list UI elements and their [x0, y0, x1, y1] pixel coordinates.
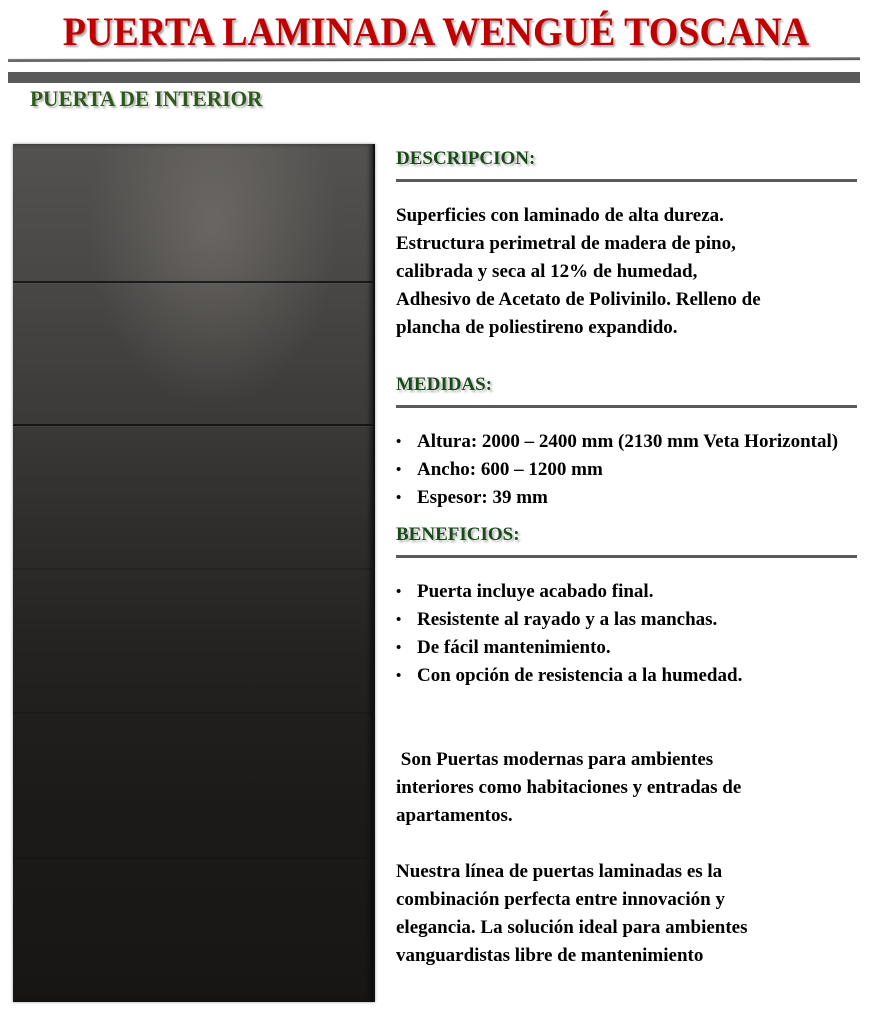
product-image-door [13, 144, 375, 1002]
bullet-icon: • [396, 490, 402, 506]
page-subtitle: PUERTA DE INTERIOR [30, 86, 263, 111]
bullet-icon: • [396, 584, 402, 600]
list-item: • Puerta incluye acabado final. [396, 578, 857, 606]
page-title: PUERTA LAMINADA WENGUÉ TOSCANA [62, 9, 810, 54]
closing-paragraph-1: Son Puertas modernas para ambientes interiores como habitaciones y entradas de apartamentos. [396, 749, 742, 826]
bullet-icon: • [396, 612, 402, 628]
header-divider-thick [8, 72, 860, 83]
section-beneficios [396, 522, 857, 690]
list-item: • Espesor: 39 mm [396, 484, 857, 512]
list-item: • Altura: 2000 – 2400 mm (2130 mm Veta Horizontal) [396, 428, 857, 456]
description-text: Superficies con laminado de alta dureza. Estructura perimetral de madera de pino, calibrada y seca al 12% de humedad, Adhesivo de Acetato de Polivinilo. Relleno de plancha de poliestireno expandido. [396, 205, 761, 338]
product-details [396, 146, 857, 970]
list-item: • De fácil mantenimiento. [396, 634, 857, 662]
closing-paragraph-2: Nuestra línea de puertas laminadas es la combinación perfecta entre innovación y elegancia. La solución ideal para ambientes vanguardistas libre de mantenimiento [396, 861, 748, 966]
medidas-list [396, 428, 857, 512]
door-groove [13, 857, 373, 859]
section-heading: BENEFICIOS: [396, 524, 520, 545]
door-groove [13, 712, 373, 714]
door-groove [13, 568, 373, 570]
bullet-icon: • [396, 668, 402, 684]
section-descripcion [396, 146, 857, 342]
header-divider-thin [8, 57, 860, 62]
bullet-icon: • [396, 434, 402, 450]
door-groove [13, 424, 373, 426]
section-heading: MEDIDAS: [396, 374, 493, 395]
bullet-icon: • [396, 462, 402, 478]
list-item: • Resistente al rayado y a las manchas. [396, 606, 857, 634]
door-groove [13, 281, 373, 283]
list-item: • Ancho: 600 – 1200 mm [396, 456, 857, 484]
section-medidas [396, 372, 857, 512]
list-item: • Con opción de resistencia a la humedad. [396, 662, 857, 690]
section-heading: DESCRIPCION: [396, 148, 536, 169]
bullet-icon: • [396, 640, 402, 656]
beneficios-list [396, 578, 857, 690]
